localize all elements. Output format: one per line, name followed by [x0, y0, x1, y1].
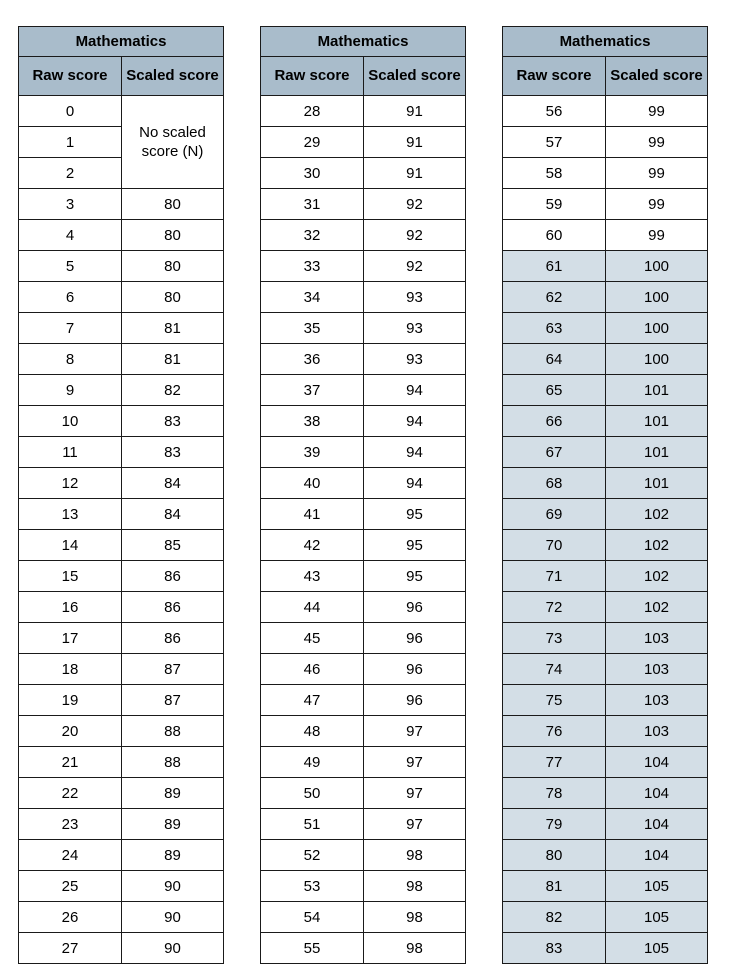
- table-row: [503, 499, 708, 530]
- table-row: [261, 871, 466, 902]
- scaled-score-cell: 87: [122, 685, 224, 716]
- raw-score-cell: 33: [261, 251, 364, 282]
- scaled-score-cell: 85: [122, 530, 224, 561]
- raw-score-cell: 32: [261, 220, 364, 251]
- table-row: [19, 654, 224, 685]
- scaled-score-cell: 101: [606, 437, 708, 468]
- scaled-score-cell: 83: [122, 437, 224, 468]
- table-row: [261, 623, 466, 654]
- table-row: [19, 778, 224, 809]
- raw-score-cell: 35: [261, 313, 364, 344]
- scaled-score-cell: 104: [606, 809, 708, 840]
- scaled-score-cell: 92: [364, 220, 466, 251]
- scaled-score-cell: 83: [122, 406, 224, 437]
- scaled-score-cell: 99: [606, 189, 708, 220]
- raw-score-cell: 38: [261, 406, 364, 437]
- table-row: [261, 840, 466, 871]
- scaled-score-cell: 103: [606, 623, 708, 654]
- table-title: Mathematics: [503, 27, 708, 57]
- raw-score-cell: 53: [261, 871, 364, 902]
- raw-score-cell: 81: [503, 871, 606, 902]
- table-title: Mathematics: [19, 27, 224, 57]
- table-row: [261, 592, 466, 623]
- scaled-score-cell: 90: [122, 933, 224, 964]
- raw-score-cell: 50: [261, 778, 364, 809]
- raw-score-cell: 49: [261, 747, 364, 778]
- scaled-score-cell: 93: [364, 313, 466, 344]
- table-row: [19, 344, 224, 375]
- table-row: [261, 282, 466, 313]
- table-row: [261, 933, 466, 964]
- scaled-score-cell: 92: [364, 251, 466, 282]
- raw-score-cell: 8: [19, 344, 122, 375]
- scaled-score-cell: 99: [606, 220, 708, 251]
- scaled-score-cell: 94: [364, 468, 466, 499]
- scaled-score-cell: 80: [122, 220, 224, 251]
- table-body: [19, 96, 224, 964]
- raw-score-cell: 59: [503, 189, 606, 220]
- scaled-score-cell: 103: [606, 716, 708, 747]
- table-row: [503, 158, 708, 189]
- scaled-score-cell: 89: [122, 840, 224, 871]
- table-row: [261, 313, 466, 344]
- scaled-score-cell: 105: [606, 933, 708, 964]
- scaled-score-cell: 97: [364, 716, 466, 747]
- scaled-score-cell: 96: [364, 623, 466, 654]
- raw-score-cell: 12: [19, 468, 122, 499]
- scaled-score-cell: 100: [606, 282, 708, 313]
- table-row: [503, 251, 708, 282]
- raw-score-cell: 78: [503, 778, 606, 809]
- table-row: [261, 406, 466, 437]
- scaled-score-cell: 94: [364, 406, 466, 437]
- scaled-score-cell: 96: [364, 685, 466, 716]
- scaled-score-cell: 94: [364, 437, 466, 468]
- scaled-score-cell: 99: [606, 127, 708, 158]
- table-row: [19, 437, 224, 468]
- table-title: Mathematics: [261, 27, 466, 57]
- scaled-score-cell: 91: [364, 96, 466, 127]
- raw-score-cell: 37: [261, 375, 364, 406]
- raw-score-cell: 16: [19, 592, 122, 623]
- raw-score-cell: 15: [19, 561, 122, 592]
- scaled-score-cell: 96: [364, 592, 466, 623]
- scaled-score-cell: 87: [122, 654, 224, 685]
- raw-score-cell: 22: [19, 778, 122, 809]
- raw-score-cell: 3: [19, 189, 122, 220]
- scaled-score-cell: 86: [122, 592, 224, 623]
- scaled-score-cell: 98: [364, 840, 466, 871]
- raw-score-cell: 26: [19, 902, 122, 933]
- table-row: [261, 375, 466, 406]
- raw-score-cell: 64: [503, 344, 606, 375]
- raw-score-cell: 41: [261, 499, 364, 530]
- raw-score-cell: 42: [261, 530, 364, 561]
- scaled-score-cell: 102: [606, 499, 708, 530]
- scaled-score-cell: 101: [606, 406, 708, 437]
- scaled-score-cell: 90: [122, 871, 224, 902]
- table-row: [261, 468, 466, 499]
- score-table-2: [260, 26, 466, 964]
- scaled-score-cell: 95: [364, 561, 466, 592]
- table-row: [503, 468, 708, 499]
- scaled-score-cell: 97: [364, 809, 466, 840]
- scaled-score-cell: 98: [364, 902, 466, 933]
- scaled-score-cell: 88: [122, 747, 224, 778]
- raw-score-cell: 83: [503, 933, 606, 964]
- raw-score-cell: 74: [503, 654, 606, 685]
- table-row: [19, 685, 224, 716]
- scaled-score-cell: 84: [122, 468, 224, 499]
- raw-score-cell: 10: [19, 406, 122, 437]
- table-row: [261, 747, 466, 778]
- scaled-score-cell: 91: [364, 158, 466, 189]
- scaled-score-cell: 81: [122, 313, 224, 344]
- table-row: [503, 561, 708, 592]
- table-row: [19, 313, 224, 344]
- scaled-score-cell: 98: [364, 871, 466, 902]
- table-row: [503, 747, 708, 778]
- table-body: [261, 96, 466, 964]
- scaled-score-cell: 104: [606, 840, 708, 871]
- raw-score-cell: 43: [261, 561, 364, 592]
- table-row: [503, 809, 708, 840]
- table-row: [261, 530, 466, 561]
- table-row: [19, 220, 224, 251]
- raw-score-cell: 52: [261, 840, 364, 871]
- raw-score-cell: 47: [261, 685, 364, 716]
- scaled-score-cell: 95: [364, 499, 466, 530]
- scaled-score-cell: 90: [122, 902, 224, 933]
- table-row: [503, 840, 708, 871]
- scaled-score-cell: 102: [606, 561, 708, 592]
- scaled-score-cell: 102: [606, 592, 708, 623]
- raw-score-cell: 13: [19, 499, 122, 530]
- raw-score-cell: 39: [261, 437, 364, 468]
- raw-score-cell: 67: [503, 437, 606, 468]
- raw-score-header: Raw score: [261, 57, 364, 96]
- table-row: [19, 406, 224, 437]
- scaled-score-cell: 99: [606, 96, 708, 127]
- scaled-score-cell: 100: [606, 344, 708, 375]
- raw-score-cell: 71: [503, 561, 606, 592]
- raw-score-cell: 62: [503, 282, 606, 313]
- table-row: [503, 282, 708, 313]
- table-row: [19, 282, 224, 313]
- scaled-score-cell: 100: [606, 313, 708, 344]
- scaled-score-cell: 103: [606, 654, 708, 685]
- table-row: [503, 96, 708, 127]
- raw-score-cell: 72: [503, 592, 606, 623]
- table-row: [261, 251, 466, 282]
- table-row: [261, 778, 466, 809]
- raw-score-cell: 0: [19, 96, 122, 127]
- raw-score-cell: 27: [19, 933, 122, 964]
- scaled-score-cell: 95: [364, 530, 466, 561]
- scaled-score-cell: 94: [364, 375, 466, 406]
- table-row: [19, 468, 224, 499]
- table-row: [19, 716, 224, 747]
- table-row: [503, 406, 708, 437]
- scaled-score-cell: 99: [606, 158, 708, 189]
- scaled-score-header: Scaled score: [606, 57, 708, 96]
- raw-score-cell: 45: [261, 623, 364, 654]
- table-row: [261, 127, 466, 158]
- raw-score-cell: 79: [503, 809, 606, 840]
- raw-score-cell: 11: [19, 437, 122, 468]
- table-row: [261, 499, 466, 530]
- raw-score-cell: 28: [261, 96, 364, 127]
- table-row: [261, 809, 466, 840]
- scaled-score-cell: 89: [122, 778, 224, 809]
- scaled-score-cell: 80: [122, 189, 224, 220]
- table-row: [503, 313, 708, 344]
- table-row: [19, 96, 224, 127]
- scaled-score-cell: 92: [364, 189, 466, 220]
- table-row: [261, 685, 466, 716]
- raw-score-cell: 56: [503, 96, 606, 127]
- table-row: [503, 871, 708, 902]
- scaled-score-header: Scaled score: [364, 57, 466, 96]
- table-row: [261, 158, 466, 189]
- raw-score-cell: 6: [19, 282, 122, 313]
- raw-score-cell: 61: [503, 251, 606, 282]
- scaled-score-cell: 86: [122, 623, 224, 654]
- score-table-1: [18, 26, 224, 964]
- raw-score-cell: 65: [503, 375, 606, 406]
- table-row: [19, 189, 224, 220]
- table-row: [261, 96, 466, 127]
- table-row: [19, 623, 224, 654]
- raw-score-cell: 29: [261, 127, 364, 158]
- table-row: [503, 344, 708, 375]
- table-row: [261, 902, 466, 933]
- scaled-score-cell: 88: [122, 716, 224, 747]
- scaled-score-cell: 97: [364, 747, 466, 778]
- scaled-score-cell: No scaled score (N): [122, 96, 224, 189]
- table-row: [503, 220, 708, 251]
- table-row: [261, 189, 466, 220]
- raw-score-cell: 58: [503, 158, 606, 189]
- scaled-score-cell: 97: [364, 778, 466, 809]
- raw-score-cell: 77: [503, 747, 606, 778]
- scaled-score-cell: 84: [122, 499, 224, 530]
- raw-score-cell: 68: [503, 468, 606, 499]
- raw-score-cell: 19: [19, 685, 122, 716]
- table-row: [261, 561, 466, 592]
- raw-score-cell: 1: [19, 127, 122, 158]
- scaled-score-cell: 80: [122, 282, 224, 313]
- table-row: [19, 375, 224, 406]
- scaled-score-cell: 80: [122, 251, 224, 282]
- scaled-score-cell: 102: [606, 530, 708, 561]
- raw-score-cell: 82: [503, 902, 606, 933]
- raw-score-cell: 51: [261, 809, 364, 840]
- table-row: [19, 747, 224, 778]
- table-row: [261, 220, 466, 251]
- scaled-score-cell: 103: [606, 685, 708, 716]
- raw-score-cell: 69: [503, 499, 606, 530]
- scaled-score-cell: 101: [606, 468, 708, 499]
- table-row: [19, 499, 224, 530]
- raw-score-cell: 73: [503, 623, 606, 654]
- scaled-score-cell: 100: [606, 251, 708, 282]
- table-row: [19, 840, 224, 871]
- scaled-score-cell: 104: [606, 778, 708, 809]
- scaled-score-cell: 89: [122, 809, 224, 840]
- table-row: [503, 592, 708, 623]
- raw-score-cell: 44: [261, 592, 364, 623]
- table-row: [19, 592, 224, 623]
- scaled-score-cell: 96: [364, 654, 466, 685]
- raw-score-cell: 17: [19, 623, 122, 654]
- raw-score-cell: 55: [261, 933, 364, 964]
- score-table-3: [502, 26, 708, 964]
- scaled-score-cell: 91: [364, 127, 466, 158]
- raw-score-header: Raw score: [19, 57, 122, 96]
- table-row: [503, 933, 708, 964]
- raw-score-cell: 20: [19, 716, 122, 747]
- scaled-score-cell: 101: [606, 375, 708, 406]
- table-row: [19, 530, 224, 561]
- table-row: [261, 344, 466, 375]
- raw-score-cell: 30: [261, 158, 364, 189]
- raw-score-cell: 54: [261, 902, 364, 933]
- table-row: [19, 902, 224, 933]
- table-row: [19, 251, 224, 282]
- table-row: [503, 437, 708, 468]
- table-row: [503, 654, 708, 685]
- table-row: [19, 561, 224, 592]
- raw-score-cell: 25: [19, 871, 122, 902]
- scaled-score-cell: 105: [606, 902, 708, 933]
- raw-score-cell: 63: [503, 313, 606, 344]
- raw-score-cell: 9: [19, 375, 122, 406]
- table-row: [261, 654, 466, 685]
- raw-score-cell: 31: [261, 189, 364, 220]
- table-row: [261, 716, 466, 747]
- raw-score-cell: 76: [503, 716, 606, 747]
- raw-score-cell: 36: [261, 344, 364, 375]
- raw-score-cell: 2: [19, 158, 122, 189]
- raw-score-cell: 23: [19, 809, 122, 840]
- table-row: [503, 189, 708, 220]
- scaled-score-cell: 93: [364, 282, 466, 313]
- raw-score-cell: 4: [19, 220, 122, 251]
- raw-score-cell: 34: [261, 282, 364, 313]
- raw-score-cell: 18: [19, 654, 122, 685]
- table-row: [261, 437, 466, 468]
- scaled-score-cell: 98: [364, 933, 466, 964]
- raw-score-cell: 21: [19, 747, 122, 778]
- scaled-score-cell: 81: [122, 344, 224, 375]
- raw-score-cell: 57: [503, 127, 606, 158]
- raw-score-cell: 46: [261, 654, 364, 685]
- raw-score-cell: 80: [503, 840, 606, 871]
- table-row: [503, 530, 708, 561]
- table-row: [503, 902, 708, 933]
- table-row: [19, 933, 224, 964]
- raw-score-cell: 48: [261, 716, 364, 747]
- raw-score-header: Raw score: [503, 57, 606, 96]
- raw-score-cell: 60: [503, 220, 606, 251]
- raw-score-cell: 7: [19, 313, 122, 344]
- scaled-score-header: Scaled score: [122, 57, 224, 96]
- table-row: [19, 871, 224, 902]
- raw-score-cell: 70: [503, 530, 606, 561]
- table-row: [503, 127, 708, 158]
- scaled-score-cell: 105: [606, 871, 708, 902]
- table-row: [19, 809, 224, 840]
- raw-score-cell: 5: [19, 251, 122, 282]
- raw-score-cell: 75: [503, 685, 606, 716]
- raw-score-cell: 40: [261, 468, 364, 499]
- scaled-score-cell: 82: [122, 375, 224, 406]
- scaled-score-cell: 104: [606, 747, 708, 778]
- table-row: [503, 375, 708, 406]
- table-row: [503, 778, 708, 809]
- raw-score-cell: 14: [19, 530, 122, 561]
- table-row: [503, 716, 708, 747]
- raw-score-cell: 66: [503, 406, 606, 437]
- table-body: [503, 96, 708, 964]
- table-row: [503, 685, 708, 716]
- scaled-score-cell: 93: [364, 344, 466, 375]
- scaled-score-cell: 86: [122, 561, 224, 592]
- table-row: [503, 623, 708, 654]
- raw-score-cell: 24: [19, 840, 122, 871]
